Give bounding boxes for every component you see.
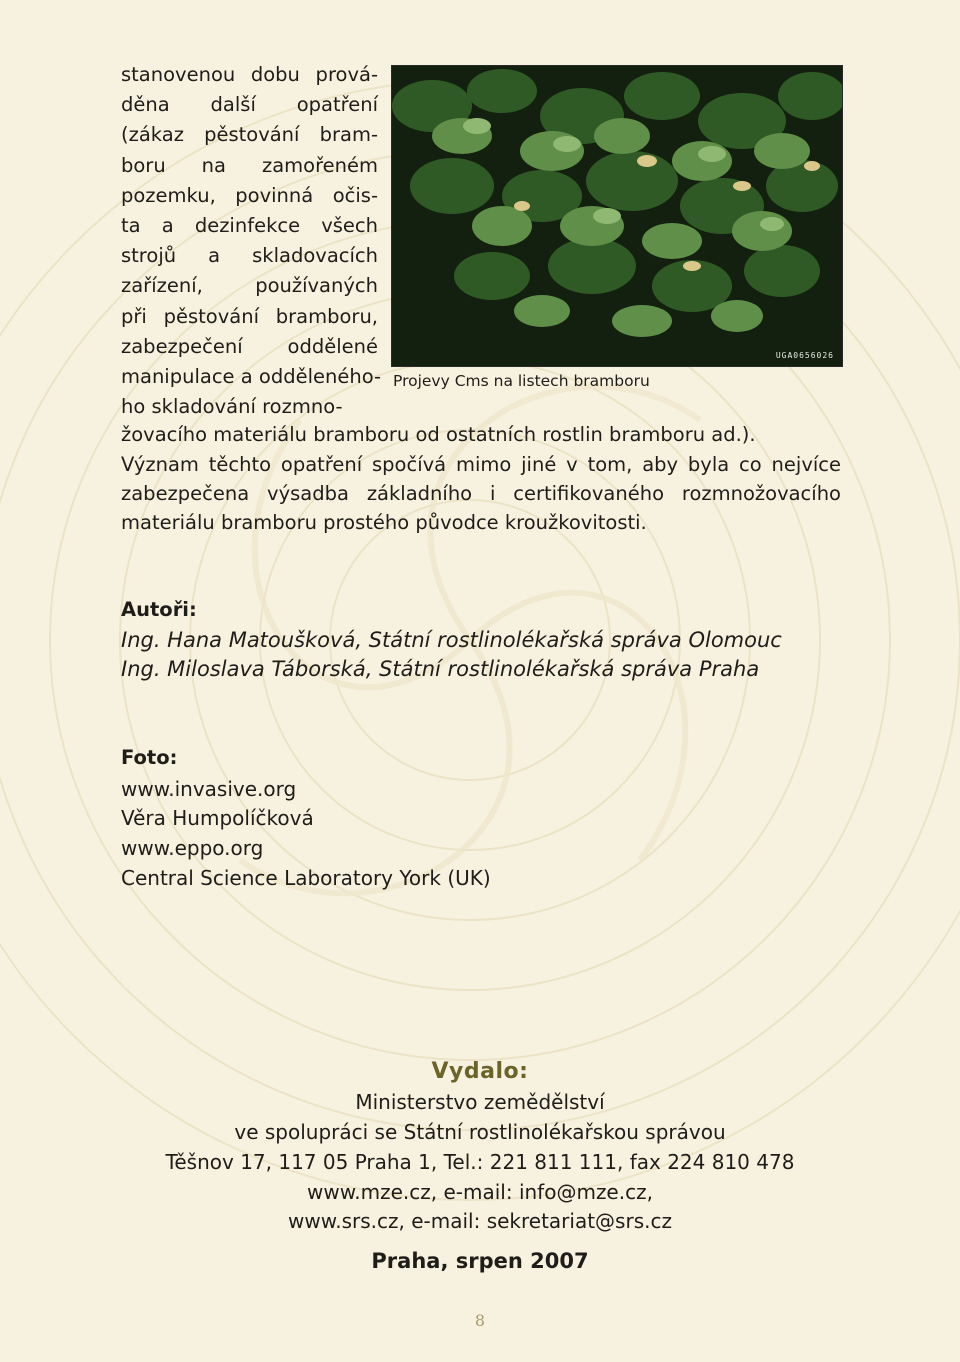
credit-item: Central Science Laboratory York (UK) [121,866,491,890]
publisher-line: Ministerstvo zemědělství [355,1090,605,1114]
text-line: boru na zamořeném [121,153,378,177]
author-line: Ing. Hana Matoušková, Státní rostlinolékařská správa Olomouc [121,628,782,652]
page-number: 8 [474,1311,486,1330]
photo-stamp: UGA0656026 [775,351,834,360]
credit-item: www.invasive.org [121,777,297,801]
text-line: Význam těchto opatření spočívá mimo jiné v tom, aby byla co nejvíce [121,453,841,476]
text-line: pozemku, povinná očis- [121,183,378,207]
potato-leaves-photo [392,66,842,366]
credit-item: Věra Humpolíčková [121,806,314,830]
publication-date: Praha, srpen 2007 [371,1249,589,1273]
authors-heading: Autoři: [121,598,197,621]
text-line: žovacího materiálu bramboru od ostatních rostlin bramboru ad.). [121,423,756,446]
text-line: zabezpečena výsadba základního i certifikovaného rozmnožovacího [121,482,841,505]
publisher-line: ve spolupráci se Státní rostlinolékařskou správou [234,1120,726,1144]
text-line: (zákaz pěstování bram- [121,123,378,147]
publisher-contact: www.mze.cz, e-mail: info@mze.cz, [307,1180,653,1204]
text-line: stanovenou dobu prová- [121,63,378,86]
publisher-address: Těšnov 17, 117 05 Praha 1, Tel.: 221 811 111, fax 224 810 478 [165,1150,795,1174]
text-line: ta a dezinfekce všech [121,213,378,237]
text-line: materiálu bramboru prostého původce kroužkovitosti. [121,511,647,534]
author-line: Ing. Miloslava Táborská, Státní rostlinolékařská správa Praha [121,657,760,681]
foto-heading: Foto: [121,746,178,769]
publisher-heading: Vydalo: [431,1059,529,1084]
credit-item: www.eppo.org [121,836,264,860]
text-line: ho skladování rozmno- [121,395,343,419]
text-line: zařízení, používaných [121,274,378,298]
text-line: zabezpečení oddělené [121,334,378,358]
publisher-contact: www.srs.cz, e-mail: sekretariat@srs.cz [288,1209,672,1233]
text-line: děna další opatření [121,93,378,117]
text-line: při pěstování bramboru, [121,304,378,328]
text-line: manipulace a odděleného- [121,364,382,388]
wrapped-text-column [121,60,382,422]
leaf-illustration [392,66,842,366]
text-line: strojů a skladovacích [121,244,378,268]
figure-caption: Projevy Cms na listech bramboru [393,372,650,390]
